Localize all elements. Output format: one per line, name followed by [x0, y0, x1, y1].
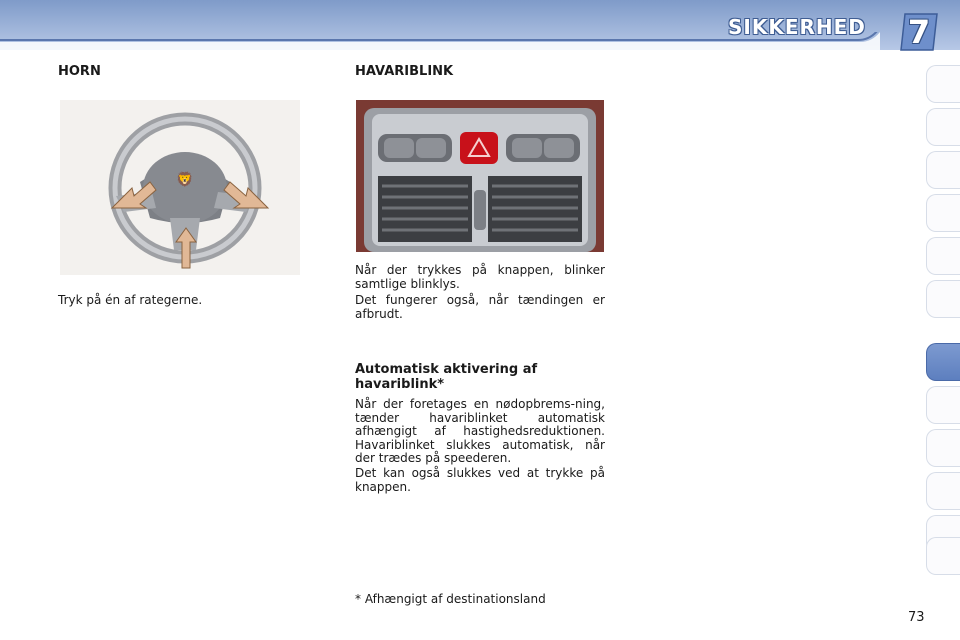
chapter-tab[interactable] — [926, 537, 960, 575]
auto-heading-line-1: Automatisk aktivering af — [355, 362, 538, 377]
chapter-tab[interactable] — [926, 472, 960, 510]
steering-wheel-image — [60, 100, 300, 275]
chapter-tab[interactable] — [926, 65, 960, 103]
chapter-tab[interactable] — [926, 280, 960, 318]
chapter-tab[interactable] — [926, 108, 960, 146]
chapter-tab-active[interactable] — [926, 343, 960, 381]
hazard-switch-image — [356, 100, 604, 252]
hazard-paragraph-1: Når der trykkes på knappen, blinker samtlige blinklys. — [355, 263, 605, 291]
chapter-tab[interactable] — [926, 429, 960, 467]
auto-activation-heading — [355, 362, 537, 392]
svg-text:🦁: 🦁 — [176, 172, 194, 188]
chapter-tab[interactable] — [926, 386, 960, 424]
page-number: 73 — [908, 610, 925, 625]
chapter-number: 7 — [907, 13, 931, 51]
auto-paragraph-1: Når der foretages en nødopbrems-ning, tænder havariblinket automatisk afhængigt af hastighedsreduktionen. Havariblinket slukkes automatisk, når der trædes på speederen. — [355, 397, 605, 465]
horn-text: Tryk på én af rategerne. — [58, 293, 203, 307]
chapter-tab[interactable] — [926, 151, 960, 189]
auto-heading-line-2: havariblink* — [355, 377, 445, 392]
chapter-tab[interactable] — [926, 194, 960, 232]
hazard-paragraph-2: Det fungerer også, når tændingen er afbrudt. — [355, 293, 605, 321]
chapter-tab[interactable] — [926, 237, 960, 275]
footnote: * Afhængigt af destinationsland — [355, 592, 546, 606]
horn-heading: HORN — [58, 64, 101, 79]
auto-paragraph-2: Det kan også slukkes ved at trykke på knappen. — [355, 466, 605, 494]
chapter-tabs — [926, 65, 960, 575]
hazard-heading: HAVARIBLINK — [355, 64, 454, 79]
section-title: SIKKERHED — [728, 15, 866, 39]
